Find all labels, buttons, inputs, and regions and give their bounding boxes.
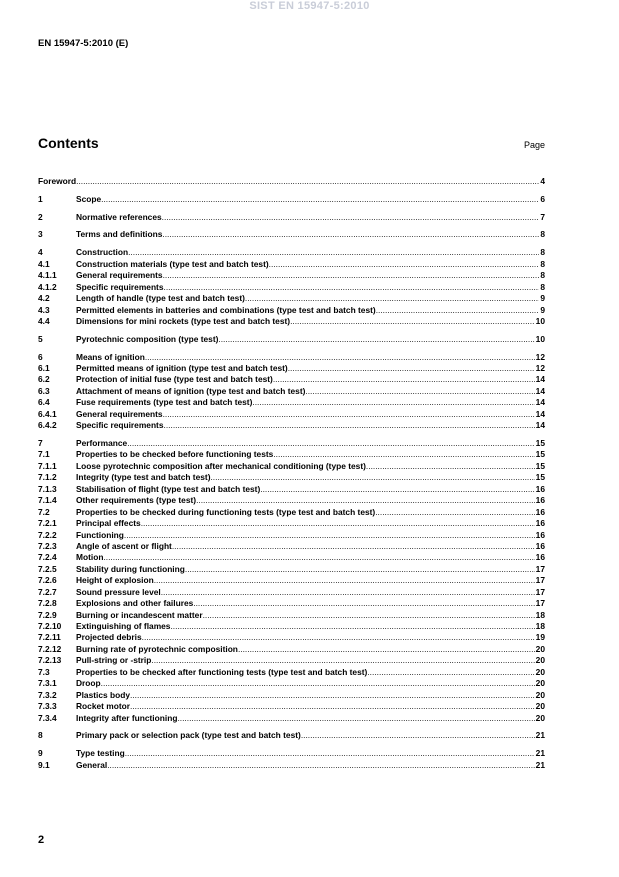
toc-entry-title: Means of ignition — [76, 351, 145, 362]
toc-entry[interactable] — [38, 690, 545, 701]
toc-entry-title: Specific requirements — [76, 281, 164, 292]
toc-entry-title: Permitted elements in batteries and combinations (type test and batch test) — [76, 304, 376, 315]
toc-entry-title: Droop — [76, 678, 101, 689]
toc-entry-page: 10 — [535, 315, 545, 326]
toc-entry-page: 8 — [540, 247, 545, 258]
document-id: EN 15947-5:2010 (E) — [38, 38, 129, 49]
toc-entry-page: 20 — [535, 712, 545, 723]
toc-entry-number: 7.2.6 — [38, 575, 57, 586]
toc-entry[interactable] — [38, 667, 545, 678]
toc-entry[interactable] — [38, 564, 545, 575]
toc-entry[interactable] — [38, 259, 545, 270]
toc-entry-title: Burning rate of pyrotechnic composition — [76, 643, 238, 654]
toc-entry-page: 15 — [535, 472, 545, 483]
toc-entry[interactable] — [38, 449, 545, 460]
toc-leader-dots — [142, 632, 535, 643]
toc-entry-page: 15 — [535, 438, 545, 449]
toc-entry-title: Projected debris — [76, 632, 142, 643]
watermark: SIST EN 15947-5:2010 — [249, 0, 370, 12]
toc-entry-page: 21 — [535, 730, 545, 741]
toc-leader-dots — [101, 678, 535, 689]
toc-entry[interactable] — [38, 461, 545, 472]
toc-entry-number: 6 — [38, 351, 43, 362]
toc-leader-dots — [164, 420, 535, 431]
toc-entry-page: 17 — [535, 598, 545, 609]
toc-entry-number: 7.1.3 — [38, 483, 57, 494]
toc-entry-title: Loose pyrotechnic composition after mechanical conditioning (type test) — [76, 460, 366, 471]
toc-entry-page: 14 — [535, 374, 545, 385]
toc-entry[interactable] — [38, 760, 545, 771]
toc-entry-page: 12 — [535, 351, 545, 362]
toc-entry-title: General requirements — [76, 270, 163, 281]
toc-entry-number: 7.2.3 — [38, 540, 57, 551]
toc-leader-dots — [161, 587, 535, 598]
page-number: 2 — [38, 834, 45, 846]
toc-entry-number: 7.2.8 — [38, 598, 57, 609]
toc-entry[interactable] — [38, 247, 545, 258]
toc-entry[interactable] — [38, 530, 545, 541]
toc-entry-page: 8 — [540, 281, 545, 292]
toc-leader-dots — [164, 282, 540, 293]
toc-entry-number: 7.2.5 — [38, 563, 57, 574]
toc-leader-dots — [273, 374, 535, 385]
toc-entry-page: 8 — [540, 270, 545, 281]
toc-entry-number: 1 — [38, 193, 43, 204]
toc-entry-number: 7.2 — [38, 506, 50, 517]
toc-entry-number: 6.3 — [38, 385, 50, 396]
toc-entry-page: 15 — [535, 460, 545, 471]
toc-entry-title: Principal effects — [76, 518, 141, 529]
toc-entry-title: Rocket motor — [76, 701, 130, 712]
toc-entry-number: 6.1 — [38, 363, 50, 374]
toc-leader-dots — [375, 507, 534, 518]
toc-leader-dots — [170, 621, 534, 632]
toc-leader-dots — [238, 644, 535, 655]
toc-leader-dots — [172, 541, 535, 552]
toc-entry-number: 8 — [38, 730, 43, 741]
toc-entry[interactable] — [38, 632, 545, 643]
toc-entry-number: 7.1.1 — [38, 460, 57, 471]
toc-entry-number: 7.1.4 — [38, 495, 57, 506]
toc-entry[interactable] — [38, 374, 545, 385]
toc-leader-dots — [252, 397, 534, 408]
toc-entry-number: 2 — [38, 211, 43, 222]
toc-entry[interactable] — [38, 229, 545, 240]
toc-entry-page: 9 — [540, 304, 545, 315]
contents-heading: Contents — [38, 135, 99, 151]
toc-leader-dots — [177, 713, 534, 724]
toc-entry-title: Pyrotechnic composition (type test) — [76, 333, 219, 344]
toc-leader-dots — [367, 667, 534, 678]
toc-entry-number: 7 — [38, 438, 43, 449]
toc-leader-dots — [290, 316, 535, 327]
toc-leader-dots — [125, 748, 535, 759]
toc-entry-title: Integrity (type test and batch test) — [76, 472, 211, 483]
toc-entry-title: Terms and definitions — [76, 229, 163, 240]
toc-entry-title: Pull-string or -strip — [76, 655, 152, 666]
toc-entry-title: Plastics body — [76, 689, 130, 700]
toc-entry-number: 4.1 — [38, 258, 50, 269]
toc-leader-dots — [162, 229, 539, 240]
toc-entry-number: 7.2.4 — [38, 552, 57, 563]
toc-entry[interactable] — [38, 748, 545, 759]
toc-entry-title: Normative references — [76, 211, 162, 222]
toc-entry-page: 20 — [535, 655, 545, 666]
toc-entry-number: 5 — [38, 333, 43, 344]
table-of-contents — [38, 176, 545, 771]
toc-entry-number: 7.1.2 — [38, 472, 57, 483]
toc-entry-title: Scope — [76, 193, 102, 204]
toc-entry-page: 20 — [535, 666, 545, 677]
toc-entry-number: 7.1 — [38, 449, 50, 460]
toc-entry-number: 7.3.3 — [38, 701, 57, 712]
toc-entry[interactable] — [38, 610, 545, 621]
toc-entry[interactable] — [38, 438, 545, 449]
toc-entry[interactable] — [38, 730, 545, 741]
toc-entry-page: 20 — [535, 643, 545, 654]
toc-leader-dots — [218, 334, 534, 345]
toc-entry-page: 9 — [540, 293, 545, 304]
toc-entry-page: 18 — [535, 621, 545, 632]
toc-entry-title: Properties to be checked after functioning tests (type test and batch test) — [76, 666, 368, 677]
toc-entry[interactable] — [38, 713, 545, 724]
toc-leader-dots — [288, 363, 535, 374]
toc-entry-title: General — [76, 759, 108, 770]
toc-entry-title: Primary pack or selection pack (type test and batch test) — [76, 730, 301, 741]
toc-entry[interactable] — [38, 701, 545, 712]
toc-leader-dots — [245, 293, 539, 304]
toc-entry-page: 21 — [535, 748, 545, 759]
toc-entry-page: 19 — [535, 632, 545, 643]
toc-leader-dots — [260, 484, 534, 495]
toc-entry-title: Stability during functioning — [76, 563, 185, 574]
toc-entry-title: Length of handle (type test and batch test) — [76, 293, 245, 304]
toc-leader-dots — [366, 461, 535, 472]
toc-entry[interactable] — [38, 472, 545, 483]
toc-entry-number: 7.3.4 — [38, 712, 57, 723]
toc-entry-page: 16 — [535, 506, 545, 517]
toc-leader-dots — [103, 552, 534, 563]
toc-entry-number: 7.2.10 — [38, 621, 62, 632]
toc-entry-page: 7 — [540, 211, 545, 222]
toc-entry-number: 7.3.2 — [38, 689, 57, 700]
toc-leader-dots — [128, 247, 539, 258]
toc-entry-page: 20 — [535, 678, 545, 689]
toc-entry-title: Stabilisation of flight (type test and batch test) — [76, 483, 261, 494]
toc-entry[interactable] — [38, 552, 545, 563]
toc-entry-page: 20 — [535, 689, 545, 700]
toc-entry-number: 6.2 — [38, 374, 50, 385]
toc-entry-title: Foreword — [38, 176, 77, 186]
page-column-label: Page — [523, 140, 545, 150]
toc-leader-dots — [301, 730, 535, 741]
toc-entry-number: 4.3 — [38, 304, 50, 315]
toc-entry[interactable] — [38, 507, 545, 518]
toc-entry-title: Protection of initial fuse (type test and batch test) — [76, 374, 273, 385]
toc-entry-page: 16 — [535, 540, 545, 551]
toc-entry[interactable] — [38, 598, 545, 609]
toc-entry-title: Extinguishing of flames — [76, 621, 171, 632]
toc-entry[interactable] — [38, 212, 545, 223]
toc-entry-page: 14 — [535, 420, 545, 431]
toc-entry-page: 18 — [535, 609, 545, 620]
toc-entry[interactable] — [38, 363, 545, 374]
toc-entry-title: Integrity after functioning — [76, 712, 178, 723]
toc-entry[interactable] — [38, 316, 545, 327]
toc-leader-dots — [203, 610, 535, 621]
toc-entry[interactable] — [38, 386, 545, 397]
toc-leader-dots — [124, 530, 535, 541]
toc-entry[interactable] — [38, 420, 545, 431]
toc-entry-page: 15 — [535, 449, 545, 460]
toc-entry[interactable] — [38, 194, 545, 205]
toc-leader-dots — [305, 386, 534, 397]
toc-entry-number: 4 — [38, 247, 43, 258]
toc-entry[interactable] — [38, 352, 545, 363]
toc-entry-page: 4 — [540, 176, 545, 186]
toc-entry-number: 4.1.2 — [38, 281, 57, 292]
toc-entry-number: 7.2.7 — [38, 586, 57, 597]
toc-entry-number: 4.4 — [38, 315, 50, 326]
toc-entry-page: 17 — [535, 586, 545, 597]
toc-entry[interactable] — [38, 305, 545, 316]
toc-entry-title: Motion — [76, 552, 104, 563]
toc-leader-dots — [163, 270, 540, 281]
toc-entry-number: 7.2.1 — [38, 518, 57, 529]
toc-entry-number: 6.4 — [38, 397, 50, 408]
toc-entry-title: Dimensions for mini rockets (type test and batch test) — [76, 315, 291, 326]
toc-entry-number: 4.2 — [38, 293, 50, 304]
toc-leader-dots — [185, 564, 535, 575]
toc-entry-title: Performance — [76, 438, 128, 449]
toc-entry-page: 10 — [535, 333, 545, 344]
toc-entry[interactable] — [38, 541, 545, 552]
toc-leader-dots — [151, 655, 534, 666]
toc-leader-dots — [76, 176, 539, 187]
toc-leader-dots — [130, 690, 535, 701]
toc-entry-number: 6.4.2 — [38, 420, 57, 431]
toc-entry[interactable] — [38, 587, 545, 598]
toc-entry-title: Explosions and other failures — [76, 598, 194, 609]
toc-entry[interactable] — [38, 293, 545, 304]
toc-entry[interactable] — [38, 621, 545, 632]
toc-entry-title: Properties to be checked before functioning tests — [76, 449, 274, 460]
toc-entry-page: 16 — [535, 529, 545, 540]
toc-entry-page: 12 — [535, 363, 545, 374]
toc-entry[interactable] — [38, 484, 545, 495]
toc-entry-page: 14 — [535, 385, 545, 396]
toc-leader-dots — [130, 701, 535, 712]
toc-entry-page: 16 — [535, 518, 545, 529]
toc-entry-page: 21 — [535, 759, 545, 770]
toc-entry[interactable] — [38, 397, 545, 408]
toc-entry-title: Construction — [76, 247, 129, 258]
toc-entry-number: 9 — [38, 748, 43, 759]
toc-leader-dots — [193, 598, 534, 609]
toc-leader-dots — [376, 305, 540, 316]
toc-entry-title: Other requirements (type test) — [76, 495, 197, 506]
toc-entry-title: Permitted means of ignition (type test and batch test) — [76, 363, 288, 374]
toc-leader-dots — [145, 352, 535, 363]
toc-leader-dots — [141, 518, 535, 529]
toc-leader-dots — [127, 438, 534, 449]
toc-entry-page: 16 — [535, 483, 545, 494]
toc-entry-title: Height of explosion — [76, 575, 154, 586]
toc-entry-page: 6 — [540, 193, 545, 204]
toc-entry-number: 9.1 — [38, 759, 50, 770]
toc-entry-number: 7.2.9 — [38, 609, 57, 620]
toc-entry[interactable] — [38, 270, 545, 281]
toc-leader-dots — [269, 259, 540, 270]
toc-entry-page: 8 — [540, 229, 545, 240]
toc-leader-dots — [101, 194, 539, 205]
toc-entry-page: 17 — [535, 563, 545, 574]
toc-entry-number: 3 — [38, 229, 43, 240]
toc-entry-title: Fuse requirements (type test and batch test) — [76, 397, 253, 408]
toc-entry-page: 14 — [535, 408, 545, 419]
toc-leader-dots — [107, 760, 534, 771]
toc-leader-dots — [163, 409, 535, 420]
toc-entry[interactable] — [38, 334, 545, 345]
toc-entry[interactable] — [38, 495, 545, 506]
toc-leader-dots — [196, 495, 535, 506]
toc-entry-number: 7.2.13 — [38, 655, 62, 666]
toc-entry[interactable] — [38, 176, 545, 187]
toc-entry-title: Properties to be checked during functioning tests (type test and batch test) — [76, 506, 376, 517]
toc-entry-title: Specific requirements — [76, 420, 164, 431]
toc-entry-number: 7.2.12 — [38, 643, 62, 654]
toc-entry-page: 16 — [535, 495, 545, 506]
toc-entry[interactable] — [38, 644, 545, 655]
toc-entry[interactable] — [38, 518, 545, 529]
toc-entry[interactable] — [38, 409, 545, 420]
toc-leader-dots — [162, 212, 540, 223]
toc-entry-number: 4.1.1 — [38, 270, 57, 281]
toc-entry-title: Type testing — [76, 748, 125, 759]
toc-entry-title: Construction materials (type test and batch test) — [76, 258, 269, 269]
toc-entry-title: Angle of ascent or flight — [76, 540, 172, 551]
toc-entry-title: Functioning — [76, 529, 124, 540]
toc-entry-page: 14 — [535, 397, 545, 408]
toc-entry[interactable] — [38, 282, 545, 293]
toc-entry-number: 7.3.1 — [38, 678, 57, 689]
toc-entry-number: 6.4.1 — [38, 408, 57, 419]
toc-entry-page: 17 — [535, 575, 545, 586]
toc-leader-dots — [154, 575, 535, 586]
toc-entry[interactable] — [38, 655, 545, 666]
toc-entry-title: Sound pressure level — [76, 586, 161, 597]
toc-entry[interactable] — [38, 678, 545, 689]
toc-entry-page: 20 — [535, 701, 545, 712]
toc-leader-dots — [273, 449, 534, 460]
toc-entry-number: 7.2.2 — [38, 529, 57, 540]
toc-entry-number: 7.3 — [38, 666, 50, 677]
toc-entry-title: Attachment of means of ignition (type test and batch test) — [76, 385, 306, 396]
toc-entry-number: 7.2.11 — [38, 632, 61, 643]
toc-entry-page: 8 — [540, 258, 545, 269]
toc-leader-dots — [210, 472, 534, 483]
toc-entry-title: Burning or incandescent matter — [76, 609, 203, 620]
toc-entry[interactable] — [38, 575, 545, 586]
toc-entry-title: General requirements — [76, 408, 163, 419]
toc-entry-page: 16 — [535, 552, 545, 563]
